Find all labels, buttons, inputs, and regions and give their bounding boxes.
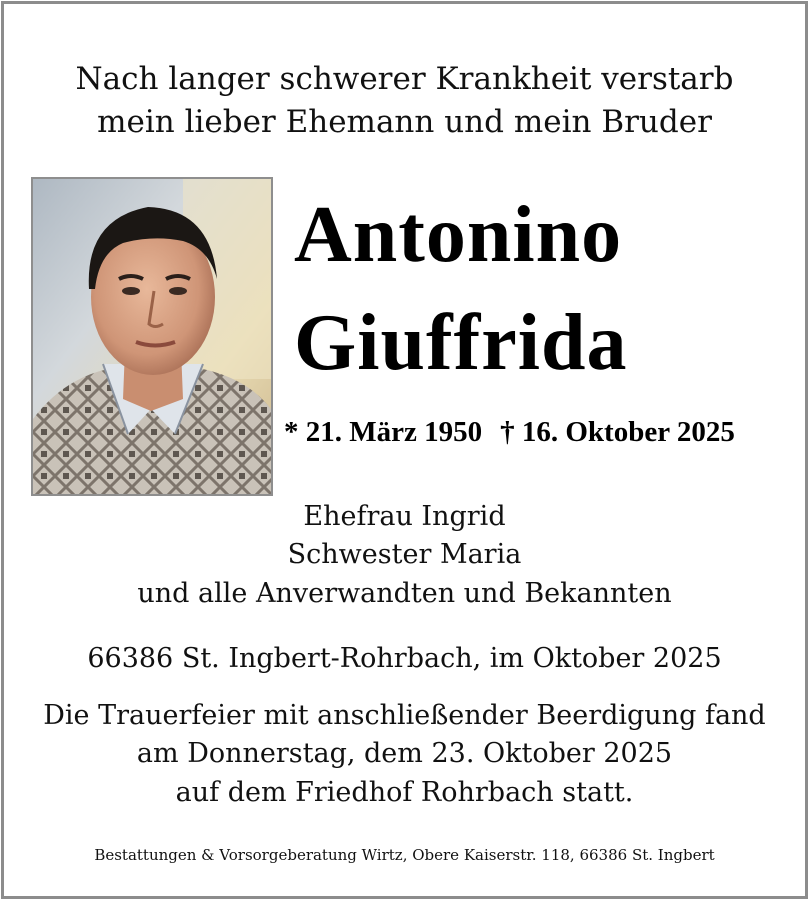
survivor-relatives: und alle Anverwandten und Bekannten (137, 578, 672, 609)
funeral-home-footer: Bestattungen & Vorsorgeberatung Wirtz, Obere Kaiserstr. 118, 66386 St. Ingbert (94, 846, 715, 864)
funeral-line-1: Die Trauerfeier mit anschließender Beerdigung fand (43, 700, 766, 731)
funeral-line-3: auf dem Friedhof Rohrbach statt. (175, 777, 634, 808)
life-dates (284, 412, 735, 452)
intro-line-1: Nach langer schwerer Krankheit verstarb (75, 61, 734, 97)
survivor-sister: Schwester Maria (287, 539, 522, 570)
deceased-last-name: Giuffrida (294, 299, 628, 387)
portrait-photo (31, 177, 273, 496)
birth-date: * 21. März 1950 (284, 416, 483, 448)
deceased-first-name: Antonino (294, 191, 623, 279)
intro-line-2: mein lieber Ehemann und mein Bruder (97, 104, 712, 140)
death-date: † 16. Oktober 2025 (500, 416, 735, 448)
survivor-wife: Ehefrau Ingrid (303, 501, 506, 532)
place-date: 66386 St. Ingbert-Rohrbach, im Oktober 2025 (87, 643, 722, 674)
funeral-line-2: am Donnerstag, dem 23. Oktober 2025 (136, 738, 673, 769)
